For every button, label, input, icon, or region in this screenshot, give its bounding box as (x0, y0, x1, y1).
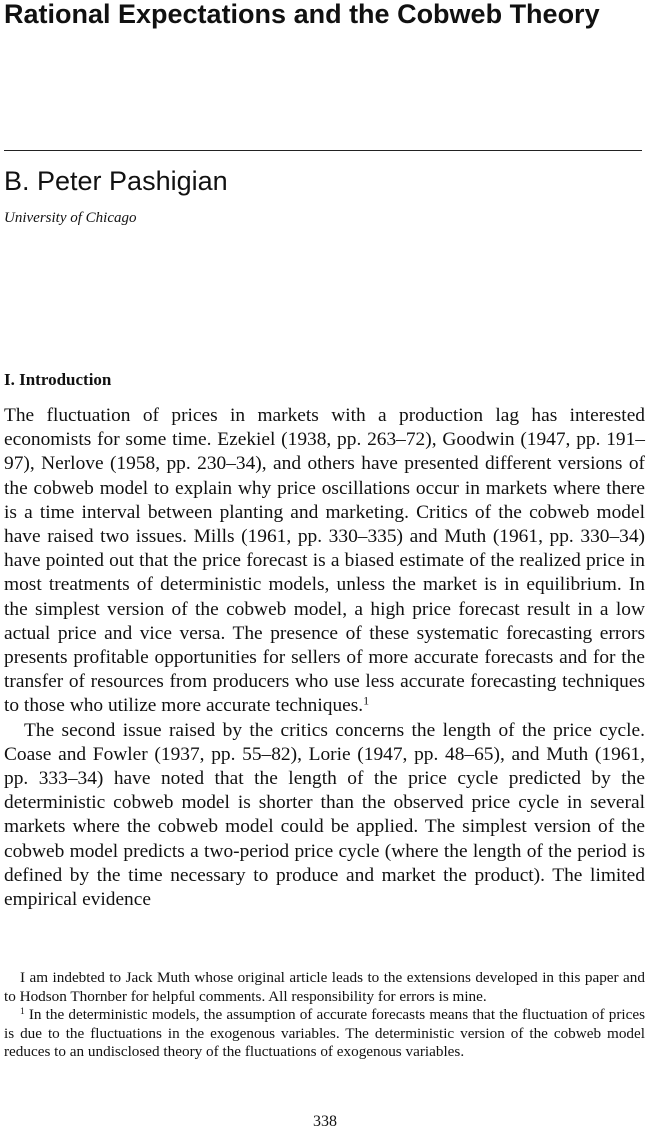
page-number: 338 (313, 1113, 337, 1130)
footnotes (4, 969, 645, 1062)
body-text (4, 404, 645, 912)
body-paragraph-1 (4, 404, 645, 719)
footnote-1-marker: 1 (20, 1007, 25, 1018)
body-paragraph-2: The second issue raised by the critics concerns the length of the price cycle. Coase and Fowler (1937, pp. 55–82), Lorie (1947, pp. 48–65), and Muth (1961, pp. 333–34) have noted that the length of the price cycle predicted by the deterministic cobweb model is shorter than the observed price cycle in several markets where the cobweb model could be applied. The simplest version of the cobweb model predicts a two-period price cycle (where the length of the period is defined by the time necessary to produce and market the product). The limited empirical evidence (4, 719, 645, 911)
footnote-1 (4, 1006, 645, 1062)
section-heading: I. Introduction (4, 370, 112, 389)
acknowledgment-note: I am indebted to Jack Muth whose original article leads to the extensions developed in this paper and to Hodson Thornber for helpful comments. All responsibility for errors is mine. (4, 969, 645, 1005)
footnote-1-text: In the deterministic models, the assumption of accurate forecasts means that the fluctuation of prices is due to the fluctuations in the exogenous variables. The deterministic version of the cobweb model reduces to an undisclosed theory of the fluctuations of exogenous variables. (4, 1006, 645, 1061)
author-name: B. Peter Pashigian (4, 166, 228, 196)
footnote-marker-1: 1 (363, 693, 370, 708)
author-affiliation: University of Chicago (4, 210, 137, 226)
article-title: Rational Expectations and the Cobweb Theory (4, 0, 600, 29)
body-paragraph-1-text: The fluctuation of prices in markets with a production lag has interested economists for some time. Ezekiel (1938, pp. 263–72), Goodwin (1947, pp. 191–97), Nerlove (1958, pp. 230–34), and others have presented different versions of the cobweb model to explain why price oscillations occur in markets where there is a time interval between planting and marketing. Critics of the cobweb model have raised two issues. Mills (1961, pp. 330–335) and Muth (1961, pp. 330–34) have pointed out that the price forecast is a biased estimate of the realized price in most treatments of deterministic models, unless the market is in equilibrium. In the simplest version of the cobweb model, a high price forecast result in a low actual price and vice versa. The presence of these systematic forecasting errors presents profitable opportunities for sellers of more accurate forecasts and for the transfer of resources from producers who use less accurate forecasting techniques to those who utilize more accurate techniques. (4, 405, 645, 717)
title-rule (4, 150, 642, 151)
